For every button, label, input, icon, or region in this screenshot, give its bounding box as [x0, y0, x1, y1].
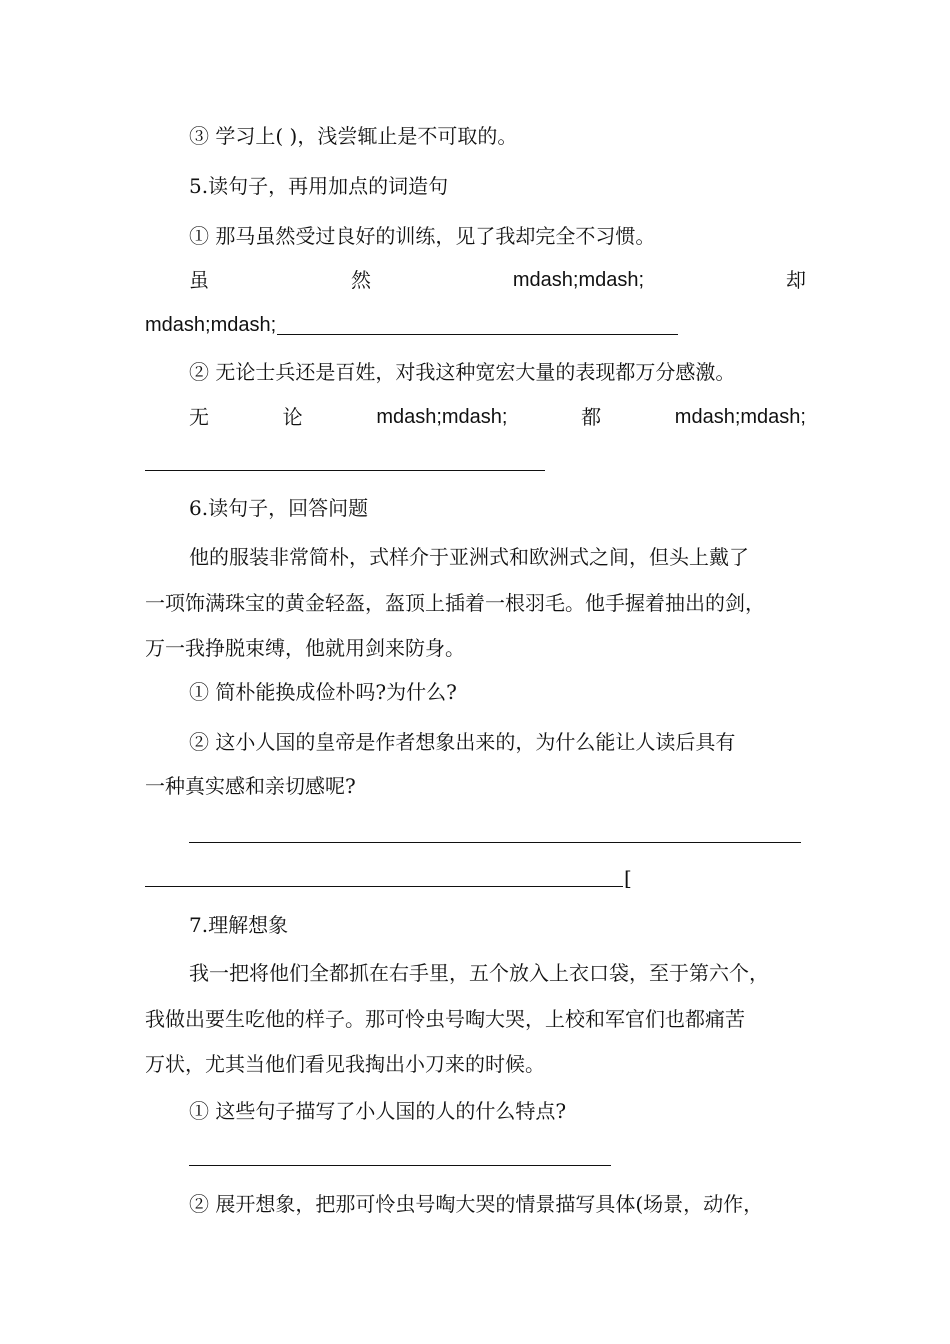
pattern-word: 然 [350, 268, 371, 292]
question-6-item-2-line-1: ② 这小人国的皇帝是作者想象出来的，为什么能让人读后具有 [189, 730, 736, 754]
pattern-word: 却 [785, 268, 806, 292]
question-7-title: 7.理解想象 [189, 913, 289, 937]
stray-bracket: [ [624, 866, 632, 890]
pattern-word: 无 [189, 405, 209, 429]
pattern-word: 论 [282, 405, 303, 429]
question-6-title: 6.读句子，回答问题 [189, 496, 369, 520]
pattern-word: mdash;mdash; [512, 269, 645, 291]
question-4-item-3: ③ 学习上( )，浅尝辄止是不可取的。 [189, 124, 518, 148]
question-7-passage-line-2: 我做出要生吃他的样子。那可怜虫号啕大哭，上校和军官们也都痛苦 [145, 1007, 745, 1031]
question-5-pattern-1-cont: mdash;mdash; [145, 314, 277, 336]
question-6-passage-line-1: 他的服装非常简朴，式样介于亚洲式和欧洲式之间，但头上戴了 [189, 545, 749, 569]
pattern-word: mdash;mdash; [376, 406, 508, 428]
question-6-item-2-line-2: 一种真实感和亲切感呢? [145, 774, 356, 798]
question-5-title: 5.读句子，再用加点的词造句 [189, 174, 449, 198]
question-5-pattern-2 [189, 403, 806, 431]
answer-blank[interactable] [145, 886, 623, 887]
question-5-sentence-1: ① 那马虽然受过良好的训练，见了我却完全不习惯。 [189, 224, 656, 248]
question-7-passage-line-3: 万状，尤其当他们看见我掏出小刀来的时候。 [145, 1052, 545, 1076]
answer-blank[interactable] [189, 1165, 611, 1166]
answer-blank[interactable] [145, 470, 545, 471]
question-6-passage-line-2: 一项饰满珠宝的黄金轻盔，盔顶上插着一根羽毛。他手握着抽出的剑， [145, 591, 765, 615]
question-7-passage-line-1: 我一把将他们全都抓在右手里，五个放入上衣口袋，至于第六个， [189, 961, 769, 985]
question-6-passage-line-3: 万一我挣脱束缚，他就用剑来防身。 [145, 636, 465, 660]
question-5-pattern-1 [189, 266, 806, 294]
pattern-word: mdash;mdash; [674, 406, 806, 428]
answer-blank[interactable] [189, 842, 801, 843]
question-5-sentence-2: ② 无论士兵还是百姓，对我这种宽宏大量的表现都万分感激。 [189, 360, 736, 384]
question-7-item-1: ① 这些句子描写了小人国的人的什么特点? [189, 1099, 567, 1123]
question-7-item-2: ② 展开想象，把那可怜虫号啕大哭的情景描写具体(场景，动作， [189, 1192, 764, 1216]
pattern-word: 都 [581, 405, 602, 429]
answer-blank[interactable] [277, 334, 678, 335]
pattern-word: 虽 [189, 268, 209, 292]
question-6-item-1: ① 简朴能换成俭朴吗?为什么? [189, 680, 457, 704]
